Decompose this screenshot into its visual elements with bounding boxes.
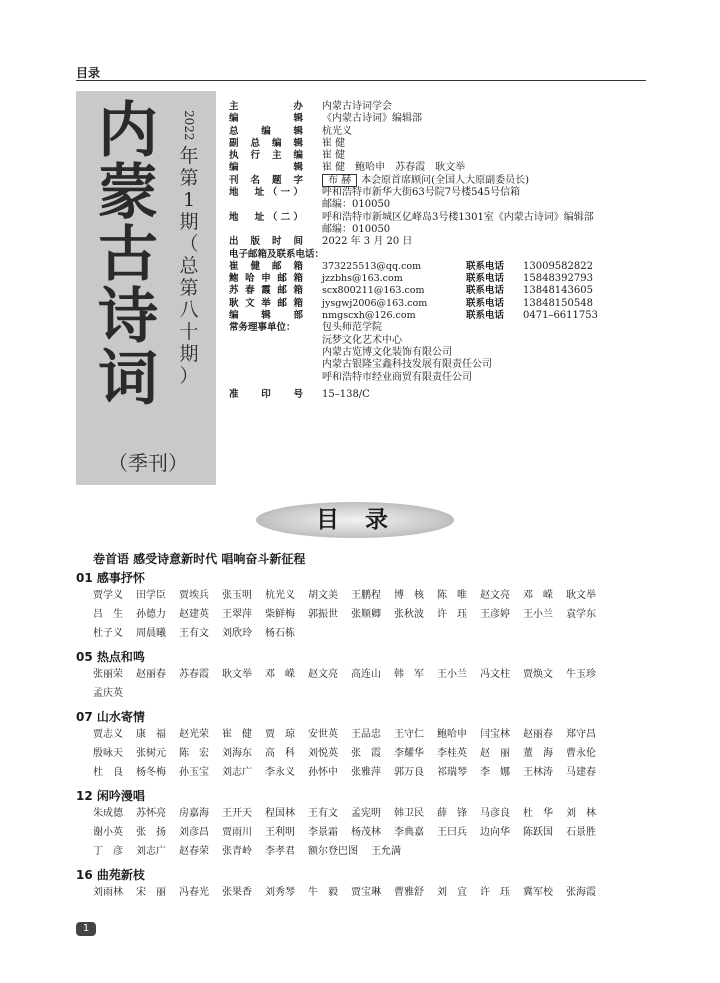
author-name: 刘 林 xyxy=(566,808,596,819)
name-line xyxy=(93,804,653,823)
contact-email: scx800211@163.com xyxy=(322,285,425,297)
author-name: 冀军校 xyxy=(523,887,553,898)
author-name: 张海霞 xyxy=(566,887,596,898)
info-row xyxy=(229,175,659,187)
author-name: 宋 丽 xyxy=(136,887,166,898)
info-row xyxy=(229,199,659,211)
issue-char: 第 xyxy=(179,276,199,299)
author-name: 张果香 xyxy=(222,887,252,898)
issue-char: 期 xyxy=(179,342,199,365)
info-label: 刊名题字 xyxy=(229,174,303,186)
permit-label: 准印号 xyxy=(229,388,303,400)
author-name: 贾学义 xyxy=(93,590,123,601)
name-line xyxy=(93,586,653,605)
contact-email: jysgwj2006@163.com xyxy=(322,297,428,309)
name-line xyxy=(93,823,653,842)
author-name: 谢小英 xyxy=(93,827,123,838)
issue-char: 2022 xyxy=(182,110,196,141)
council-row xyxy=(229,335,659,347)
author-name: 程国林 xyxy=(265,808,295,819)
info-value xyxy=(322,101,392,113)
header-label: 目录 xyxy=(76,66,101,80)
council-unit: 沅梦文化艺术中心 xyxy=(322,334,402,346)
author-name: 李永义 xyxy=(265,767,295,778)
title-char: 词 xyxy=(98,344,158,414)
issue-char: 年 xyxy=(179,144,199,167)
author-name: 许 珏 xyxy=(437,609,467,620)
contact-row xyxy=(229,298,659,310)
author-name: 刘彦昌 xyxy=(179,827,209,838)
author-name: 李耀华 xyxy=(394,748,424,759)
info-value-text: 内蒙古诗词学会 xyxy=(322,101,392,112)
issue-char: 期 xyxy=(179,210,199,233)
author-name: 殷咏天 xyxy=(93,748,123,759)
author-name: 马彦良 xyxy=(480,808,510,819)
author-name: 牛玉珍 xyxy=(566,669,596,680)
info-label: 编辑 xyxy=(229,113,303,125)
issue-info xyxy=(175,110,203,387)
title-char: 内 xyxy=(98,96,158,166)
section-names xyxy=(93,883,653,902)
author-name: 陈跃国 xyxy=(523,827,553,838)
author-name: 王开天 xyxy=(222,808,252,819)
author-name: 王有文 xyxy=(308,808,338,819)
author-name: 博 核 xyxy=(394,590,424,601)
author-name: 祁瑞琴 xyxy=(437,767,467,778)
info-value-text: 邮编：010050 xyxy=(322,223,391,235)
author-name: 胡文美 xyxy=(308,590,338,601)
author-name: 贾志义 xyxy=(93,729,123,740)
author-name: 韩 军 xyxy=(394,669,424,680)
author-name: 杜 良 xyxy=(93,767,123,778)
author-name: 杜子义 xyxy=(93,628,123,639)
info-value-text: 本会原首席顾问(全国人大原副委员长) xyxy=(361,174,529,186)
info-value-text: 崔 健 鲍哈申 苏春霞 耿文举 xyxy=(322,162,466,174)
author-name: 苏春霞 xyxy=(179,669,209,680)
author-name: 薛 锋 xyxy=(437,808,467,819)
council-unit: 呼和浩特市经业商贸有限责任公司 xyxy=(322,371,472,383)
author-name: 邓 嵘 xyxy=(523,590,553,601)
author-name: 额尔登巴图 xyxy=(308,846,358,857)
info-label: 副总编辑 xyxy=(229,137,303,149)
phone-number: 13009582822 xyxy=(523,260,593,272)
phone-number: 13848143605 xyxy=(523,285,593,297)
council-row xyxy=(229,347,659,359)
author-name: 刘悦英 xyxy=(308,748,338,759)
section-names xyxy=(93,665,653,703)
author-name: 李典嘉 xyxy=(394,827,424,838)
author-name: 王利明 xyxy=(265,827,295,838)
author-name: 赵丽春 xyxy=(136,669,166,680)
author-name: 刘 宜 xyxy=(437,887,467,898)
author-name: 董 海 xyxy=(523,748,553,759)
phone-label: 联系电话 xyxy=(466,285,505,297)
info-row xyxy=(229,236,659,248)
phone-label: 联系电话 xyxy=(466,297,505,309)
info-value xyxy=(322,236,412,248)
info-value-text: 呼和浩特市新华大街63号院7号楼545号信箱 xyxy=(322,187,521,199)
author-name: 丁 彦 xyxy=(93,846,123,857)
author-name: 鲍哈申 xyxy=(437,729,467,740)
author-name: 赵丽春 xyxy=(523,729,553,740)
info-row xyxy=(229,187,659,199)
author-name: 贾雨川 xyxy=(222,827,252,838)
info-row xyxy=(229,150,659,162)
header-rule xyxy=(76,80,646,81)
author-name: 赵 丽 xyxy=(480,748,510,759)
section-title: 07 山水寄情 xyxy=(76,710,145,724)
info-label: 编辑 xyxy=(229,162,303,174)
author-name: 孙德力 xyxy=(136,609,166,620)
issue-char: ） xyxy=(179,364,199,387)
author-name: 石景胜 xyxy=(566,827,596,838)
author-name: 王翠萍 xyxy=(222,609,252,620)
name-line xyxy=(93,684,653,703)
info-value xyxy=(322,175,529,187)
info-value xyxy=(322,199,390,211)
author-name: 许 珏 xyxy=(480,887,510,898)
info-label: 执行主编 xyxy=(229,150,303,162)
masthead-info xyxy=(229,101,659,401)
author-name: 陈 宏 xyxy=(179,748,209,759)
author-name: 张秋波 xyxy=(394,609,424,620)
contact-row xyxy=(229,310,659,322)
author-name: 高 科 xyxy=(265,748,295,759)
phone-label: 联系电话 xyxy=(466,273,505,285)
author-name: 王林涛 xyxy=(523,767,553,778)
author-name: 邓 嵘 xyxy=(265,669,295,680)
author-name: 赵文亮 xyxy=(480,590,510,601)
author-name: 贾 琼 xyxy=(265,729,295,740)
permit-row xyxy=(229,389,659,401)
info-label: 总编辑 xyxy=(229,125,303,137)
council-row xyxy=(229,322,659,334)
section-title: 12 闲吟漫唱 xyxy=(76,789,145,803)
author-name: 吕 生 xyxy=(93,609,123,620)
author-name: 柴鲜梅 xyxy=(265,609,295,620)
author-name: 康 福 xyxy=(136,729,166,740)
section-title: 16 曲苑新枝 xyxy=(76,868,145,882)
name-line xyxy=(93,725,653,744)
contact-label: 崔健邮箱 xyxy=(229,260,303,272)
author-name: 刘秀琴 xyxy=(265,887,295,898)
section-names xyxy=(93,804,653,861)
title-char: 诗 xyxy=(98,282,158,352)
info-value-text: 邮编：010050 xyxy=(322,199,391,211)
info-value xyxy=(322,150,345,162)
contact-label: 鲍哈申邮箱 xyxy=(229,273,303,285)
author-name: 贾宝琳 xyxy=(351,887,381,898)
author-name: 朱成德 xyxy=(93,808,123,819)
name-line xyxy=(93,605,653,624)
author-name: 袁学东 xyxy=(566,609,596,620)
info-row xyxy=(229,212,659,224)
permit-number: 15–138/C xyxy=(322,388,370,400)
author-name: 韩卫民 xyxy=(394,808,424,819)
phone-label: 联系电话 xyxy=(466,260,505,272)
author-name: 杨冬梅 xyxy=(136,767,166,778)
author-name: 马建春 xyxy=(566,767,596,778)
council-unit: 内蒙古览博文化装饰有限公司 xyxy=(322,346,452,358)
author-name: 张 霞 xyxy=(351,748,381,759)
email-heading-row xyxy=(229,249,659,261)
author-name: 张树元 xyxy=(136,748,166,759)
author-name: 王彦婷 xyxy=(480,609,510,620)
phone-label: 联系电话 xyxy=(466,310,505,322)
info-row xyxy=(229,138,659,150)
author-name: 刘雨林 xyxy=(93,887,123,898)
contact-row xyxy=(229,261,659,273)
section-title: 05 热点和鸣 xyxy=(76,650,145,664)
contact-email: nmgscxh@126.com xyxy=(322,310,416,322)
phone-number: 15848392793 xyxy=(523,273,593,285)
name-line xyxy=(93,624,653,643)
author-name: 房嘉海 xyxy=(179,808,209,819)
author-name: 王守仁 xyxy=(394,729,424,740)
author-name: 王曰兵 xyxy=(437,827,467,838)
phone-number: 0471–6611753 xyxy=(523,310,598,322)
contact-label: 苏春霞邮箱 xyxy=(229,285,303,297)
info-value xyxy=(322,138,345,150)
author-name: 贾埃兵 xyxy=(179,590,209,601)
author-name: 郭万良 xyxy=(394,767,424,778)
contact-row xyxy=(229,285,659,297)
author-name: 王小兰 xyxy=(523,609,553,620)
author-name: 张丽荣 xyxy=(93,669,123,680)
author-name: 苏怀亮 xyxy=(136,808,166,819)
info-value-text: 崔 健 xyxy=(322,137,346,149)
author-name: 杨石栋 xyxy=(265,628,295,639)
contact-row xyxy=(229,273,659,285)
info-label: 主办 xyxy=(229,101,303,112)
author-name: 曹永伦 xyxy=(566,748,596,759)
issue-char: 八 xyxy=(179,298,199,321)
author-name: 周晨曦 xyxy=(136,628,166,639)
author-name: 孟宪明 xyxy=(351,808,381,819)
toc-title: 目录 xyxy=(316,506,414,533)
author-name: 赵文亮 xyxy=(308,669,338,680)
author-name: 张青岭 xyxy=(222,846,252,857)
contact-label: 耿文举邮箱 xyxy=(229,297,303,309)
author-name: 杭光义 xyxy=(265,590,295,601)
author-name: 李 娜 xyxy=(480,767,510,778)
author-name: 田学臣 xyxy=(136,590,166,601)
author-name: 刘志广 xyxy=(136,846,166,857)
author-name: 孙怀中 xyxy=(308,767,338,778)
author-name: 郭振世 xyxy=(308,609,338,620)
section-names xyxy=(93,725,653,782)
author-name: 边向华 xyxy=(480,827,510,838)
info-label: 地 址（二） xyxy=(229,211,303,223)
info-value xyxy=(322,126,352,138)
author-name: 刘欣玲 xyxy=(222,628,252,639)
author-name: 孙玉宝 xyxy=(179,767,209,778)
council-label: 常务理事单位： xyxy=(229,322,296,334)
author-name: 张玉明 xyxy=(222,590,252,601)
author-name: 曹雅舒 xyxy=(394,887,424,898)
page-number: 1 xyxy=(76,922,96,936)
section-title: 01 感事抒怀 xyxy=(76,571,145,585)
info-value xyxy=(322,162,465,174)
author-name: 王小兰 xyxy=(437,669,467,680)
title-char: 古 xyxy=(98,220,158,290)
author-name: 牛 毅 xyxy=(308,887,338,898)
author-name: 冯文柱 xyxy=(480,669,510,680)
info-value xyxy=(322,113,422,125)
author-name: 张顺卿 xyxy=(351,609,381,620)
info-value-text: 崔 健 xyxy=(322,150,346,162)
council-unit: 包头师范学院 xyxy=(322,322,382,334)
author-name: 耿文举 xyxy=(566,590,596,601)
author-name: 李景霜 xyxy=(308,827,338,838)
author-name: 赵建英 xyxy=(179,609,209,620)
name-line xyxy=(93,883,653,902)
issue-char: 1 xyxy=(182,188,196,211)
author-name: 郑守昌 xyxy=(566,729,596,740)
info-row xyxy=(229,162,659,174)
title-char: 蒙 xyxy=(98,158,158,228)
author-name: 张 扬 xyxy=(136,827,166,838)
info-value-text: 杭光义 xyxy=(322,125,352,137)
info-label: 出版时间 xyxy=(229,236,303,248)
author-name: 张雅萍 xyxy=(351,767,381,778)
author-name: 杜 华 xyxy=(523,808,553,819)
issue-char: 十 xyxy=(179,320,199,343)
author-name: 王允满 xyxy=(371,846,401,857)
author-name: 闫宝林 xyxy=(480,729,510,740)
info-row xyxy=(229,101,659,113)
name-line xyxy=(93,842,653,861)
author-name: 刘海东 xyxy=(222,748,252,759)
name-line xyxy=(93,763,653,782)
author-name: 赵春荣 xyxy=(179,846,209,857)
info-value-text: 呼和浩特市新城区亿峰岛3号楼1301室《内蒙古诗词》编辑部 xyxy=(322,211,594,223)
author-name: 赵光荣 xyxy=(179,729,209,740)
author-name: 贾焕文 xyxy=(523,669,553,680)
author-name: 冯春光 xyxy=(179,887,209,898)
info-row xyxy=(229,113,659,125)
author-name: 孟庆英 xyxy=(93,688,123,699)
section-names xyxy=(93,586,653,643)
author-name: 王有文 xyxy=(179,628,209,639)
magazine-title xyxy=(86,96,170,414)
author-name: 安世英 xyxy=(308,729,338,740)
issue-char: （ xyxy=(179,232,199,255)
author-name: 耿文举 xyxy=(222,669,252,680)
council-row xyxy=(229,359,659,371)
email-heading: 电子邮箱及联系电话： xyxy=(229,248,325,260)
info-value xyxy=(322,187,520,199)
info-value xyxy=(322,224,390,236)
name-line xyxy=(93,665,653,684)
info-label: 地 址（一） xyxy=(229,187,303,199)
author-name: 崔 健 xyxy=(222,729,252,740)
issue-char: 总 xyxy=(179,254,199,277)
quarterly-label: （季刊） xyxy=(108,451,188,475)
issue-char: 第 xyxy=(179,166,199,189)
info-row xyxy=(229,126,659,138)
preface-line: 卷首语 感受诗意新时代 唱响奋斗新征程 xyxy=(93,552,306,566)
author-name: 高连山 xyxy=(351,669,381,680)
contact-email: 373225513@qq.com xyxy=(322,260,422,272)
author-name: 王鹏程 xyxy=(351,590,381,601)
info-value-text: 《内蒙古诗词》编辑部 xyxy=(322,113,422,125)
author-name: 李孝君 xyxy=(265,846,295,857)
name-line xyxy=(93,744,653,763)
title-calligrapher: 布 赫 xyxy=(322,174,357,187)
author-name: 杨茂林 xyxy=(351,827,381,838)
phone-number: 13848150548 xyxy=(523,297,593,309)
author-name: 李桂英 xyxy=(437,748,467,759)
contact-label: 编辑部 xyxy=(229,310,303,322)
council-row xyxy=(229,372,659,384)
author-name: 刘志广 xyxy=(222,767,252,778)
info-value-text: 2022 年 3 月 20 日 xyxy=(322,236,413,248)
author-name: 王品忠 xyxy=(351,729,381,740)
council-unit: 内蒙古银隆宝鑫科技发展有限责任公司 xyxy=(322,359,492,371)
contact-email: jzzbhs@163.com xyxy=(322,273,403,285)
info-row xyxy=(229,224,659,236)
author-name: 陈 唯 xyxy=(437,590,467,601)
info-value xyxy=(322,212,594,224)
